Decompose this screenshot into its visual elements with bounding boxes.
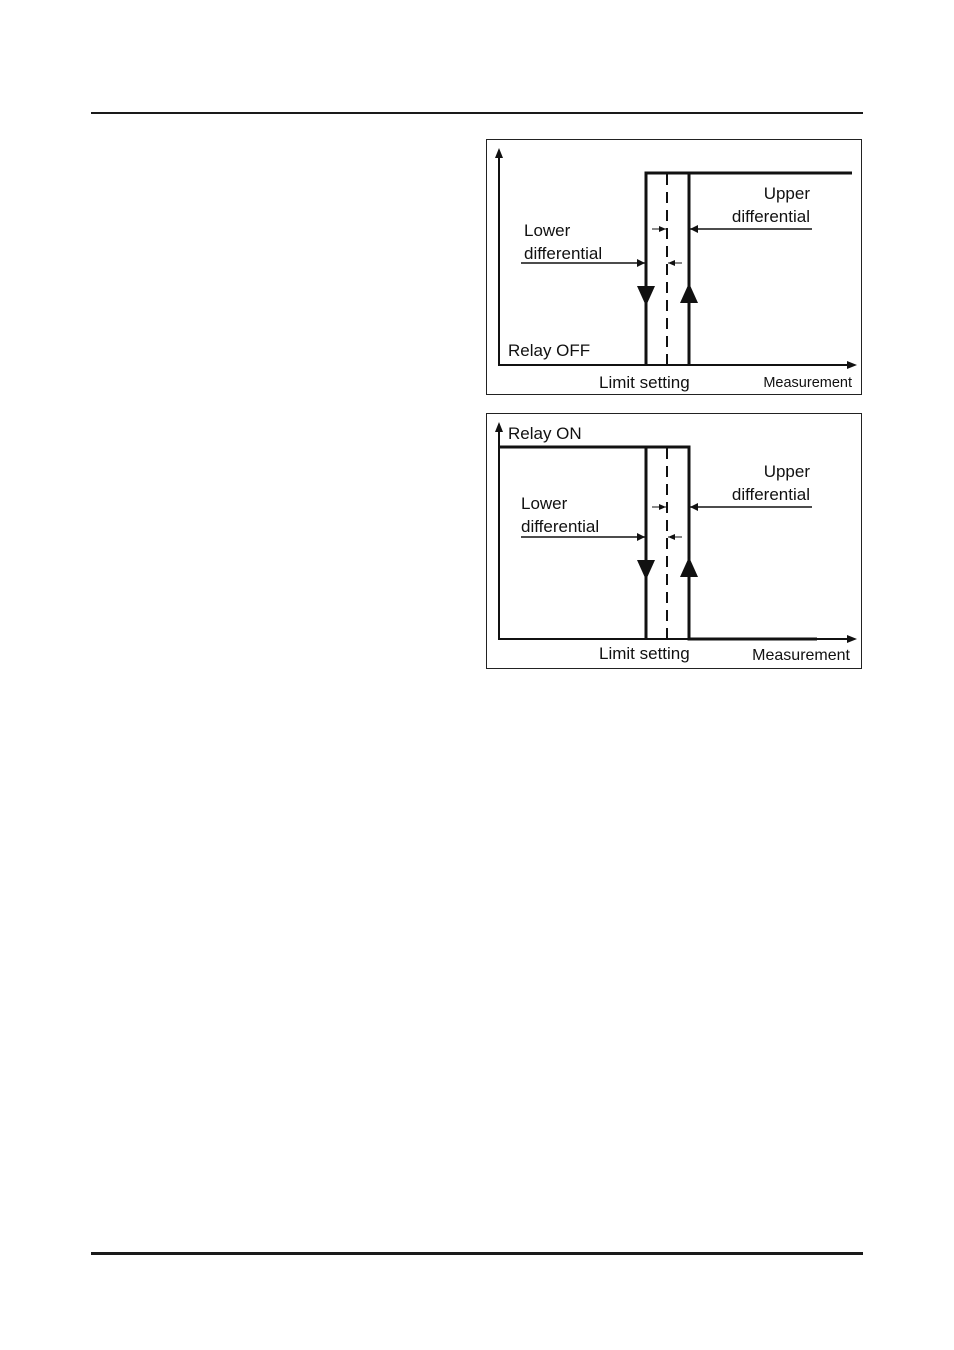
lower-differential-label-line1: Lower (521, 494, 568, 513)
relay-state-label: Relay ON (508, 424, 582, 443)
upper-differential-label-line1: Upper (763, 462, 810, 481)
x-axis-arrowhead (847, 361, 857, 369)
up-direction-arrow (680, 283, 698, 303)
lower-differential-label-line2: differential (521, 517, 600, 536)
upper-differential-label-line1: Upper (763, 184, 810, 203)
upper-relay-line (646, 173, 852, 365)
upper-differential-label-line2: differential (731, 485, 810, 504)
upper-differential-arrowhead (690, 225, 698, 233)
measurement-axis-label: Measurement (763, 375, 852, 391)
upper-differential-label-line2: differential (731, 207, 810, 226)
lower-differential-inner-arrowhead (668, 534, 675, 540)
lower-differential-arrowhead (637, 533, 645, 541)
y-axis-arrowhead (495, 148, 503, 158)
relay-state-label: Relay OFF (508, 341, 591, 360)
measurement-axis-label: Measurement (752, 647, 850, 664)
upper-differential-inner-arrowhead (659, 504, 666, 510)
upper-differential-inner-arrowhead (659, 226, 666, 232)
lower-differential-inner-arrowhead (668, 260, 675, 266)
down-direction-arrow (637, 560, 655, 580)
hysteresis-diagram-svg (487, 414, 863, 670)
header-rule (91, 112, 863, 114)
down-direction-arrow (637, 286, 655, 306)
hysteresis-diagram-relay-off (486, 139, 862, 395)
x-axis-arrowhead (847, 635, 857, 643)
lower-differential-label-line1: Lower (524, 221, 571, 240)
footer-rule (91, 1252, 863, 1255)
y-axis-arrowhead (495, 422, 503, 432)
limit-setting-label: Limit setting (599, 644, 690, 663)
limit-setting-label: Limit setting (599, 373, 690, 392)
lower-differential-arrowhead (637, 259, 645, 267)
lower-differential-label-line2: differential (524, 244, 603, 263)
hysteresis-diagram-relay-on (486, 413, 862, 669)
upper-differential-arrowhead (690, 503, 698, 511)
up-direction-arrow (680, 557, 698, 577)
